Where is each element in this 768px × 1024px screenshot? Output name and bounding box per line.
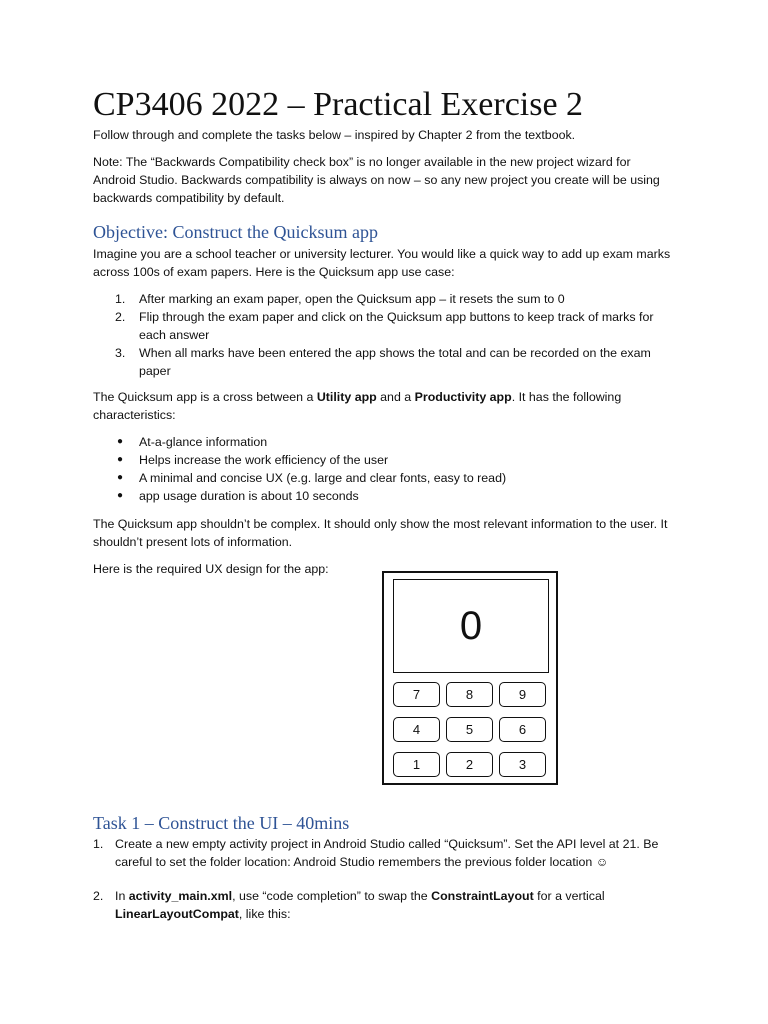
quicksum-mockup <box>382 571 558 785</box>
task1-step-2 <box>93 887 693 923</box>
objective-heading: Objective: Construct the Quicksum app <box>93 222 378 242</box>
bullet-icon: ● <box>117 472 124 483</box>
document-title: CP3406 2022 – Practical Exercise 2 <box>93 86 584 123</box>
key-5: 5 <box>446 717 493 742</box>
key-2: 2 <box>446 752 493 777</box>
key-7: 7 <box>393 682 440 707</box>
intro-paragraph: Follow through and complete the tasks below – inspired by Chapter 2 from the textbook. <box>93 128 576 142</box>
key-9: 9 <box>499 682 546 707</box>
list-item: ● A minimal and concise UX (e.g. large and clear fonts, easy to read) <box>117 471 507 485</box>
key-6: 6 <box>499 717 546 742</box>
bullet-icon: ● <box>117 454 124 465</box>
list-item: 2. In activity_main.xml, use “code completion” to swap the ConstraintLayout for a vertical LinearLayoutCompat, like this: <box>93 889 605 921</box>
simplicity-paragraph: The Quicksum app shouldn’t be complex. It should only show the most relevant information to the user. It shouldn’t present lots of information. <box>93 517 668 549</box>
list-item: 3. When all marks have been entered the app shows the total and can be recorded on the exam paper <box>115 346 651 378</box>
task1-heading: Task 1 – Construct the UI – 40mins <box>93 813 350 833</box>
app-type-paragraph: The Quicksum app is a cross between a Utility app and a Productivity app. It has the following characteristics: <box>93 390 622 422</box>
objective-paragraph: Imagine you are a school teacher or university lecturer. You would like a quick way to add up exam marks across 100s of exam papers. Here is the Quicksum app use case: <box>93 247 671 279</box>
key-4: 4 <box>393 717 440 742</box>
key-1: 1 <box>393 752 440 777</box>
ux-intro-paragraph: Here is the required UX design for the app: <box>93 562 329 576</box>
bullet-icon: ● <box>117 436 124 447</box>
bullet-icon: ● <box>117 490 124 501</box>
use-case-steps <box>93 290 673 380</box>
key-8: 8 <box>446 682 493 707</box>
key-3: 3 <box>499 752 546 777</box>
sum-display: 0 <box>393 579 549 673</box>
list-item: ● At-a-glance information <box>117 435 268 449</box>
task1-steps <box>93 835 693 871</box>
characteristics-list <box>93 433 653 505</box>
list-item: ● app usage duration is about 10 seconds <box>117 489 359 503</box>
list-item: 1. After marking an exam paper, open the Quicksum app – it resets the sum to 0 <box>115 292 565 306</box>
list-item: 2. Flip through the exam paper and click on the Quicksum app buttons to keep track of marks for each answer <box>115 310 654 342</box>
list-item: ● Helps increase the work efficiency of the user <box>117 453 389 467</box>
note-paragraph: Note: The “Backwards Compatibility check box” is no longer available in the new project wizard for Android Studio. Backwards compatibility is always on now – so any new project you create will be using backwards compatibility by default. <box>93 155 660 205</box>
list-item: 1. Create a new empty activity project in Android Studio called “Quicksum”. Set the API level at 21. Be careful to set the folder location: Android Studio remembers the previous folder location ☺ <box>93 837 659 869</box>
